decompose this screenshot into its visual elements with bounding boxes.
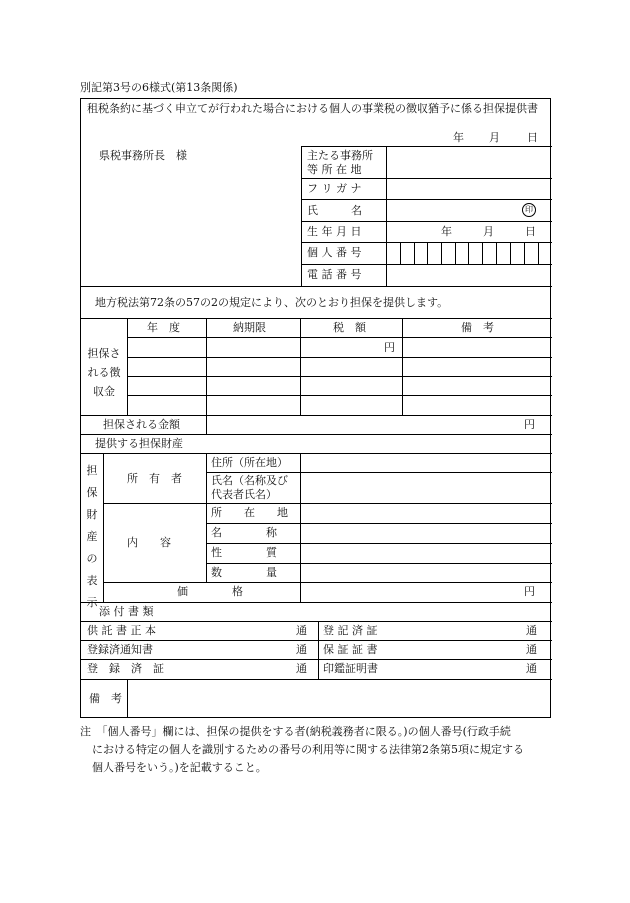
attachments-label: 添 付 書 類 [99, 605, 154, 618]
attachment-unit-5: 通 [296, 662, 307, 675]
secured-amount-yen: 円 [524, 418, 535, 431]
collateral-provision-form [80, 98, 551, 718]
secured-amount-label: 担保される金額 [103, 418, 180, 431]
birth-date-label: 生 年 月 日 [307, 225, 362, 238]
quantity-label: 数 量 [211, 566, 277, 579]
form-title: 租税条約に基づく申立てが行われた場合における個人の事業税の徴収猶予に係る担保提供書 [87, 102, 538, 115]
owner-name-label-2: 代表者氏名） [211, 488, 277, 501]
owner-address-label: 住所（所在地） [211, 456, 288, 469]
secured-tax-label: 担保される徴収金 [87, 347, 121, 398]
contents-label: 内 容 [127, 536, 171, 549]
date-day-label: 日 [527, 131, 538, 144]
title-name-label: 名 称 [211, 526, 277, 539]
seal-mark: 印 [522, 203, 536, 217]
attachment-name-2: 登 記 済 証 [323, 624, 378, 637]
individual-number-label: 個 人 番 号 [307, 246, 362, 259]
phone-label: 電 話 番 号 [307, 268, 362, 281]
date-month-label: 月 [489, 131, 500, 144]
form-style-note: 別記第3号の6様式(第13条関係) [80, 81, 238, 94]
provision-statement: 地方税法第72条の57の2の規定により、次のとおり担保を提供します。 [95, 296, 449, 309]
attachment-name-5: 登 録 済 証 [87, 662, 164, 675]
col-tax-amount: 税 額 [333, 321, 366, 334]
price-label: 価 格 [177, 585, 243, 598]
owner-label: 所 有 者 [127, 472, 182, 485]
birth-day-label: 日 [525, 225, 536, 238]
attachment-name-4: 保 証 証 書 [323, 643, 378, 656]
attachment-name-1: 供 託 書 正 本 [87, 624, 156, 637]
location-label: 所 在 地 [211, 506, 288, 519]
attachment-name-3: 登録済通知書 [87, 643, 153, 656]
attachment-unit-6: 通 [526, 662, 537, 675]
attachment-unit-3: 通 [296, 643, 307, 656]
furigana-label: フ リ ガ ナ [307, 182, 362, 195]
provided-property-label: 提供する担保財産 [95, 437, 183, 450]
attachment-unit-1: 通 [296, 624, 307, 637]
footnote-line-3: 個人番号をいう。)を記載すること。 [92, 761, 267, 774]
birth-month-label: 月 [483, 225, 494, 238]
property-display-label: 担保財産の表示 [86, 464, 98, 609]
attachment-unit-4: 通 [526, 643, 537, 656]
birth-year-label: 年 [441, 225, 452, 238]
remarks-label: 備 考 [89, 692, 122, 705]
date-year-label: 年 [453, 131, 464, 144]
price-yen: 円 [524, 585, 535, 598]
attachment-unit-2: 通 [526, 624, 537, 637]
footnote-line-2: における特定の個人を識別するための番号の利用等に関する法律第2条第5項に規定する [92, 743, 524, 756]
footnote-line-1: 注 「個人番号」欄には、担保の提供をする者(納税義務者に限る。)の個人番号(行政手続 [80, 725, 511, 738]
office-address-label-2: 等 所 在 地 [307, 163, 362, 176]
addressee: 県税事務所長 様 [99, 149, 187, 162]
name-label: 氏 名 [307, 204, 362, 217]
tax-amount-yen: 円 [384, 341, 395, 354]
attachment-name-6: 印鑑証明書 [323, 662, 378, 675]
owner-name-label-1: 氏名（名称及び [211, 474, 288, 487]
col-remarks: 備 考 [461, 321, 494, 334]
office-address-label-1: 主たる事務所 [307, 149, 373, 162]
col-payment-deadline: 納期限 [233, 321, 266, 334]
nature-label: 性 質 [211, 546, 277, 559]
col-fiscal-year: 年 度 [147, 321, 180, 334]
